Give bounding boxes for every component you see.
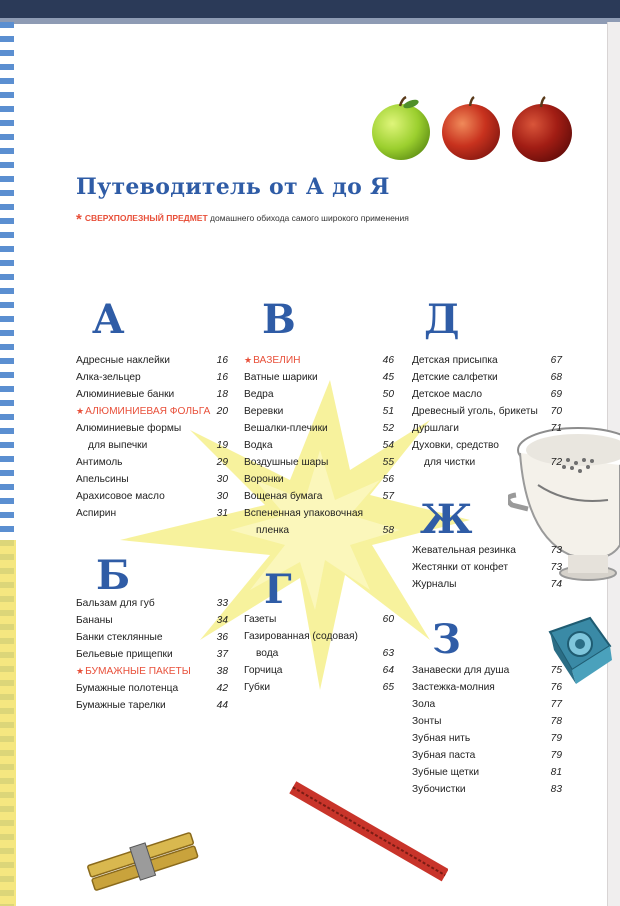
index-entry-page: 58 [382, 525, 394, 536]
index-entry [76, 646, 228, 663]
index-entry-page: 31 [216, 508, 228, 519]
index-entry [244, 662, 394, 679]
index-entry-text: Веревки [244, 406, 284, 417]
index-entry-text: Аспирин [76, 508, 117, 519]
index-entry-page: 44 [216, 700, 228, 711]
index-entry [412, 747, 562, 764]
index-entry-page: 63 [382, 648, 394, 659]
index-entry [412, 403, 562, 420]
star-icon: * [76, 211, 82, 228]
index-entry-page: 34 [216, 615, 228, 626]
page-title: Путеводитель от А до Я [76, 174, 390, 200]
index-entry-text: Бананы [76, 615, 113, 626]
index-list-g [244, 611, 394, 696]
index-entry-page: 68 [550, 372, 562, 383]
subtitle [76, 211, 409, 228]
index-entry [412, 369, 562, 386]
index-entry [76, 697, 228, 714]
index-entry-text: ★ АЛЮМИНИЕВАЯ ФОЛЬГА [76, 403, 210, 420]
index-entry-text: Зола [412, 699, 436, 710]
index-entry-page: 81 [550, 767, 562, 778]
index-entry [412, 662, 562, 679]
index-entry [244, 403, 394, 420]
index-entry [412, 679, 562, 696]
index-entry-page: 19 [216, 440, 228, 451]
index-entry [412, 576, 562, 593]
index-entry-text: Зубная паста [412, 750, 476, 761]
index-entry-page: 16 [216, 355, 228, 366]
index-entry-text: для выпечки [88, 440, 148, 451]
index-entry [76, 488, 228, 505]
index-entry-page: 60 [382, 614, 394, 625]
index-list-zh [412, 542, 562, 593]
index-entry [244, 369, 394, 386]
section-letter-zh: Ж [420, 496, 473, 543]
index-entry [244, 505, 394, 522]
index-entry [244, 386, 394, 403]
index-entry-text: Газированная (содовая) [244, 631, 358, 642]
index-entry-page: 20 [216, 406, 228, 417]
index-list-z [412, 662, 562, 798]
index-list-b [76, 595, 228, 714]
index-entry [76, 471, 228, 488]
index-entry-text: Алюминиевые формы [76, 423, 182, 434]
index-entry-text: Алка-зельцер [76, 372, 141, 383]
index-entry-page: 71 [550, 423, 562, 434]
index-entry-text: Занавески для душа [412, 665, 510, 676]
index-entry-text: Вощеная бумага [244, 491, 323, 502]
index-entry-text: Газеты [244, 614, 277, 625]
index-entry-text: Губки [244, 682, 271, 693]
index-entry-text: вода [256, 648, 279, 659]
index-entry-page: 76 [550, 682, 562, 693]
index-entry-page: 65 [382, 682, 394, 693]
index-entry-page: 30 [216, 474, 228, 485]
index-entry-text: Детская присыпка [412, 355, 498, 366]
subtitle-highlight: СВЕРХПОЛЕЗНЫЙ ПРЕДМЕТ [84, 213, 208, 223]
index-entry-text: Водка [244, 440, 273, 451]
index-entry-text: Антимоль [76, 457, 123, 468]
section-letter-a: А [92, 296, 125, 343]
index-entry-text: Алюминиевые банки [76, 389, 175, 400]
index-entry-text: пленка [256, 525, 290, 536]
index-entry-page: 42 [216, 683, 228, 694]
dark-red-apple-icon [510, 96, 574, 164]
subtitle-rest: домашнего обихода самого широкого применения [210, 213, 409, 223]
index-entry-page: 79 [550, 733, 562, 744]
index-entry-text: Бумажные полотенца [76, 683, 179, 694]
index-entry-page: 56 [382, 474, 394, 485]
index-entry-text: Арахисовое масло [76, 491, 165, 502]
index-entry-text: Воздушные шары [244, 457, 329, 468]
index-entry [76, 612, 228, 629]
index-entry-text: Застежка-молния [412, 682, 495, 693]
index-entry-text: для чистки [424, 457, 476, 468]
index-entry [76, 437, 228, 454]
index-entry-page: 33 [216, 598, 228, 609]
index-entry [412, 559, 562, 576]
index-entry-text: Детское масло [412, 389, 483, 400]
index-entry-page: 67 [550, 355, 562, 366]
index-entry-page: 50 [382, 389, 394, 400]
index-entry [412, 454, 562, 471]
index-entry-page: 37 [216, 649, 228, 660]
index-entry-text: Духовки, средство [412, 440, 499, 451]
index-entry-text: Ватные шарики [244, 372, 318, 383]
index-entry [244, 352, 394, 369]
section-letter-g: Г [264, 566, 292, 613]
index-entry-text: Жестянки от конфет [412, 562, 509, 573]
index-entry [412, 437, 562, 454]
index-entry-page: 79 [550, 750, 562, 761]
index-entry-text: Журналы [412, 579, 457, 590]
index-entry-text: Зубные щетки [412, 767, 480, 778]
index-entry-text: Бумажные тарелки [76, 700, 166, 711]
index-entry [244, 522, 394, 539]
index-entry-text: Горчица [244, 665, 283, 676]
index-entry [244, 420, 394, 437]
index-entry [244, 679, 394, 696]
index-entry [244, 628, 394, 645]
index-entry-page: 69 [550, 389, 562, 400]
index-list-d [412, 352, 562, 471]
index-entry [76, 595, 228, 612]
index-entry-page: 52 [382, 423, 394, 434]
index-entry-text: Бальзам для губ [76, 598, 155, 609]
index-entry [244, 437, 394, 454]
index-entry-text: Воронки [244, 474, 284, 485]
green-apple-icon [370, 96, 432, 162]
index-entry-page: 83 [550, 784, 562, 795]
index-entry-page: 73 [550, 562, 562, 573]
index-entry-page: 55 [382, 457, 394, 468]
index-entry [76, 386, 228, 403]
index-entry [412, 420, 562, 437]
index-entry-text: Ведра [244, 389, 274, 400]
index-entry-page: 54 [382, 440, 394, 451]
index-entry-page: 46 [382, 355, 394, 366]
index-entry-page: 36 [216, 632, 228, 643]
index-entry-text: Зубная нить [412, 733, 471, 744]
index-entry [76, 629, 228, 646]
index-entry [412, 696, 562, 713]
index-entry-page: 38 [216, 666, 228, 677]
index-entry [76, 369, 228, 386]
index-entry [76, 680, 228, 697]
index-entry-page: 78 [550, 716, 562, 727]
index-entry-page: 74 [550, 579, 562, 590]
index-entry-text: Вешалки-плечики [244, 423, 328, 434]
index-entry-text: ★ БУМАЖНЫЕ ПАКЕТЫ [76, 663, 191, 680]
index-entry [412, 386, 562, 403]
index-entry-text: Зубочистки [412, 784, 466, 795]
index-list-v [244, 352, 394, 539]
index-entry [412, 781, 562, 798]
index-entry [244, 645, 394, 662]
index-entry-page: 45 [382, 372, 394, 383]
index-list-a [76, 352, 228, 522]
index-entry [244, 488, 394, 505]
index-entry [76, 454, 228, 471]
index-entry [76, 403, 228, 420]
section-letter-v: В [262, 296, 296, 343]
index-entry-page: 29 [216, 457, 228, 468]
index-entry [76, 352, 228, 369]
index-entry-page: 51 [382, 406, 394, 417]
section-letter-z: З [432, 616, 461, 663]
index-entry [412, 542, 562, 559]
index-entry-page: 57 [382, 491, 394, 502]
index-entry-text: Бельевые прищепки [76, 649, 173, 660]
index-entry [244, 471, 394, 488]
index-entry-page: 16 [216, 372, 228, 383]
index-entry [244, 611, 394, 628]
index-entry-text: Древесный уголь, брикеты [412, 406, 538, 417]
index-entry-text: ★ ВАЗЕЛИН [244, 352, 301, 369]
section-letter-b: Б [96, 552, 131, 599]
index-entry-text: Жевательная резинка [412, 545, 516, 556]
section-letter-d: Д [424, 296, 460, 343]
index-entry-text: Апельсины [76, 474, 129, 485]
clothespin-image [86, 826, 202, 892]
index-entry [244, 454, 394, 471]
index-entry-page: 73 [550, 545, 562, 556]
index-entry [76, 420, 228, 437]
index-entry-page: 64 [382, 665, 394, 676]
index-entry-page: 75 [550, 665, 562, 676]
index-entry-text: Дуршлаги [412, 423, 459, 434]
index-entry-text: Зонты [412, 716, 442, 727]
index-entry [412, 764, 562, 781]
index-entry-page: 70 [550, 406, 562, 417]
index-entry-text: Банки стеклянные [76, 632, 163, 643]
index-entry [76, 505, 228, 522]
index-entry-text: Адресные наклейки [76, 355, 170, 366]
index-entry [412, 352, 562, 369]
index-entry-page: 72 [550, 457, 562, 468]
index-entry-page: 77 [550, 699, 562, 710]
index-entry-text: Вспененная упаковочная [244, 508, 363, 519]
index-entry [412, 713, 562, 730]
index-entry-page: 18 [216, 389, 228, 400]
red-apple-icon [440, 96, 502, 162]
index-entry-text: Детские салфетки [412, 372, 498, 383]
index-entry [76, 663, 228, 680]
index-entry [412, 730, 562, 747]
index-entry-page: 30 [216, 491, 228, 502]
